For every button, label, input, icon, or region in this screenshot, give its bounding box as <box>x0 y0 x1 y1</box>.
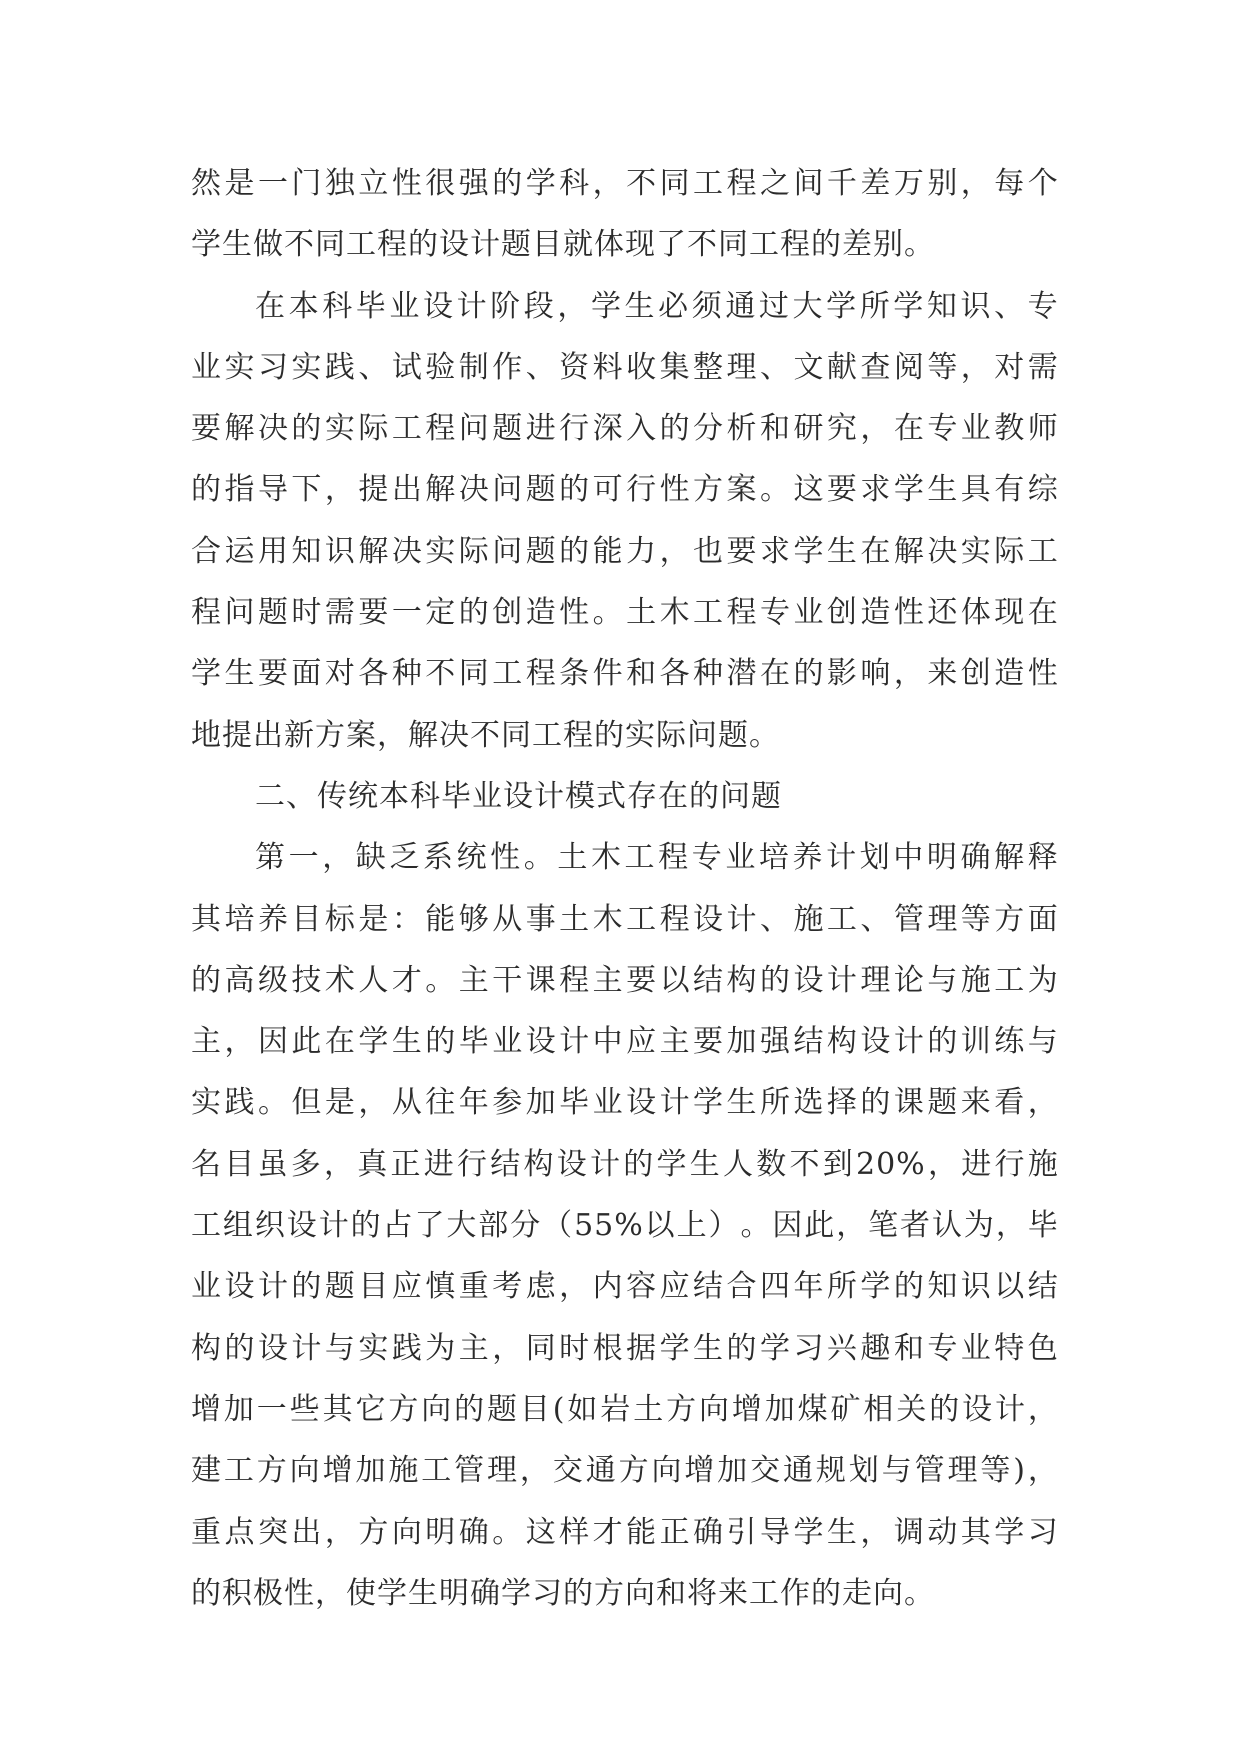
text-line: 的 高 级 技 术 人 才 。 主 干 课 程 主 要 以 结 构 的 设 计 理 论 与 施 工 为 <box>191 962 1059 998</box>
text-line: 工 组 织 设 计 的 占 了 大 部 分 （ 55% 以 上 ） 。 因 此 ， 笔 者 认 为 ， 毕 <box>191 1208 1059 1244</box>
paragraph-last-line: 地提出新方案，解决不同工程的实际问题。 <box>191 717 780 753</box>
text-line: 在 本 科 毕 业 设 计 阶 段 ， 学 生 必 须 通 过 大 学 所 学 知 识 、 专 <box>255 288 1059 324</box>
text-line: 名 目 虽 多 ， 真 正 进 行 结 构 设 计 的 学 生 人 数 不 到 20% ， 进 行 施 <box>191 1146 1059 1182</box>
text-line: 增 加 一 些 其 它 方 向 的 题 目 ( 如 岩 土 方 向 增 加 煤 矿 相 关 的 设 计 ， <box>191 1391 1059 1427</box>
body-text <box>191 153 1059 1624</box>
text-line: 建 工 方 向 增 加 施 工 管 理 ， 交 通 方 向 增 加 交 通 规 划 与 管 理 等 ) ， <box>191 1453 1059 1489</box>
text-line: 业 实 习 实 践 、 试 验 制 作 、 资 料 收 集 整 理 、 文 献 查 阅 等 ， 对 需 <box>191 349 1059 385</box>
text-line: 实 践 。 但 是 ， 从 往 年 参 加 毕 业 设 计 学 生 所 选 择 的 课 题 来 看 ， <box>191 1085 1059 1121</box>
text-line: 然 是 一 门 独 立 性 很 强 的 学 科 ， 不 同 工 程 之 间 千 差 万 别 ， 每 个 <box>191 166 1059 201</box>
text-line: 学 生 要 面 对 各 种 不 同 工 程 条 件 和 各 种 潜 在 的 影 响 ， 来 创 造 性 <box>191 656 1059 692</box>
paragraph-last-line: 二、传统本科毕业设计模式存在的问题 <box>255 778 782 814</box>
text-line: 第 一 ， 缺 乏 系 统 性 。 土 木 工 程 专 业 培 养 计 划 中 明 确 解 释 <box>255 840 1059 876</box>
paragraph-last-line: 的积极性，使学生明确学习的方向和将来工作的走向。 <box>191 1575 935 1611</box>
text-line: 要 解 决 的 实 际 工 程 问 题 进 行 深 入 的 分 析 和 研 究 ， 在 专 业 教 师 <box>191 411 1059 447</box>
text-line: 其 培 养 目 标 是 ： 能 够 从 事 土 木 工 程 设 计 、 施 工 、 管 理 等 方 面 <box>191 901 1059 937</box>
text-line: 的 指 导 下 ， 提 出 解 决 问 题 的 可 行 性 方 案 。 这 要 求 学 生 具 有 综 <box>191 472 1059 508</box>
text-line: 重 点 突 出 ， 方 向 明 确 。 这 样 才 能 正 确 引 导 学 生 ， 调 动 其 学 习 <box>191 1514 1059 1550</box>
text-line: 业 设 计 的 题 目 应 慎 重 考 虑 ， 内 容 应 结 合 四 年 所 学 的 知 识 以 结 <box>191 1269 1059 1305</box>
text-line: 主 ， 因 此 在 学 生 的 毕 业 设 计 中 应 主 要 加 强 结 构 设 计 的 训 练 与 <box>191 1024 1059 1060</box>
paragraph-last-line: 学生做不同工程的设计题目就体现了不同工程的差别。 <box>191 227 935 263</box>
text-line: 程 问 题 时 需 要 一 定 的 创 造 性 。 土 木 工 程 专 业 创 造 性 还 体 现 在 <box>191 595 1059 631</box>
text-line: 构 的 设 计 与 实 践 为 主 ， 同 时 根 据 学 生 的 学 习 兴 趣 和 专 业 特 色 <box>191 1330 1059 1366</box>
text-line: 合 运 用 知 识 解 决 实 际 问 题 的 能 力 ， 也 要 求 学 生 在 解 决 实 际 工 <box>191 533 1059 569</box>
